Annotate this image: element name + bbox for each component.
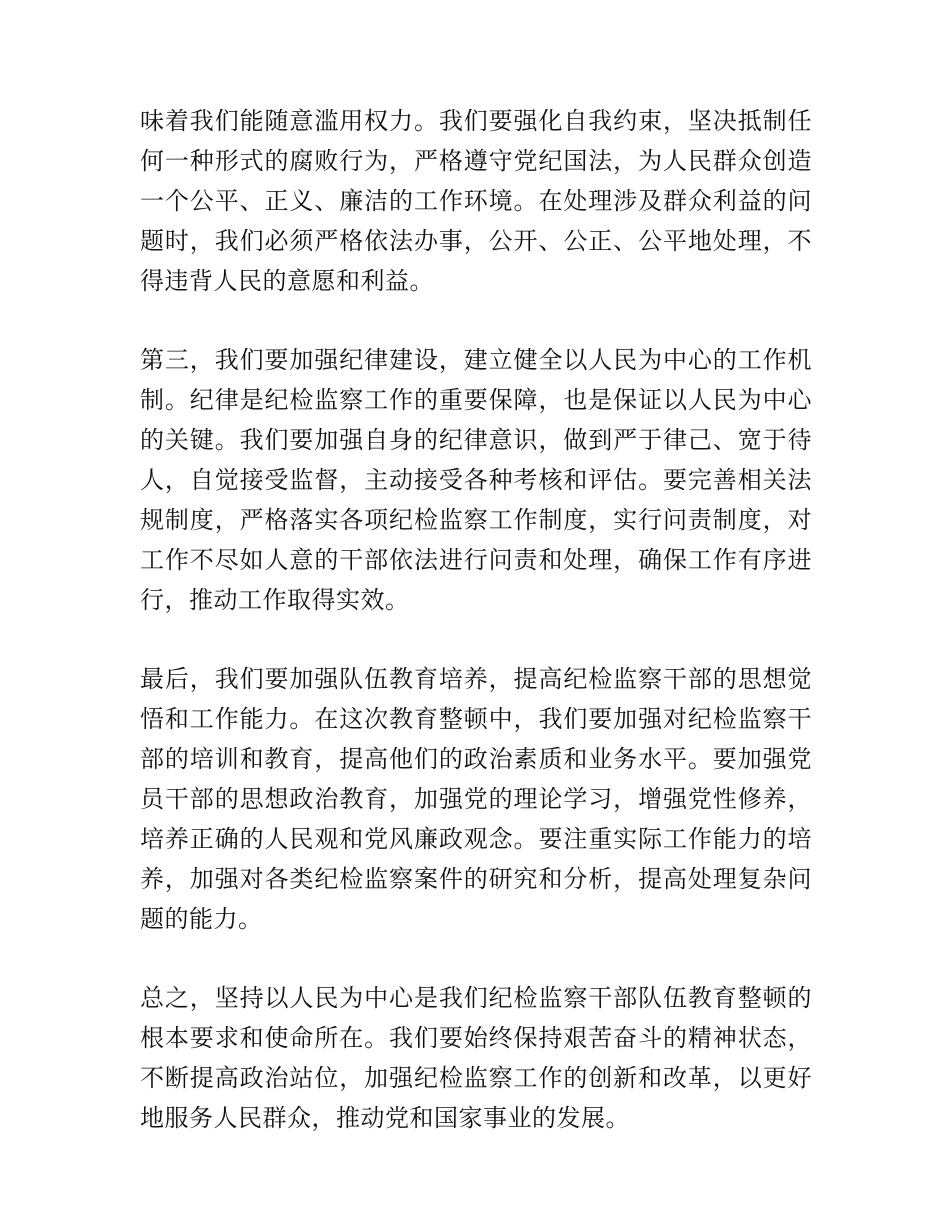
- paragraph-1: 味着我们能随意滥用权力。我们要强化自我约束，坚决抵制任何一种形式的腐败行为，严格遵守党纪国法，为人民群众创造一个公平、正义、廉洁的工作环境。在处理涉及群众利益的问题时，我们必须严格依法办事，公开、公正、公平地处理，不得违背人民的意愿和利益。: [140, 107, 812, 295]
- document-body: [140, 101, 812, 1138]
- paragraph-4: 总之，坚持以人民为中心是我们纪检监察干部队伍教育整顿的根本要求和使命所在。我们要始终保持艰苦奋斗的精神状态，不断提高政治站位，加强纪检监察工作的创新和改革，以更好地服务人民群众，推动党和国家事业的发展。: [140, 984, 812, 1132]
- paragraph-2: 第三，我们要加强纪律建设，建立健全以人民为中心的工作机制。纪律是纪检监察工作的重要保障，也是保证以人民为中心的关键。我们要加强自身的纪律意识，做到严于律己、宽于待人，自觉接受监督，主动接受各种考核和评估。要完善相关法规制度，严格落实各项纪检监察工作制度，实行问责制度，对工作不尽如人意的干部依法进行问责和处理，确保工作有序进行，推动工作取得实效。: [140, 346, 812, 614]
- paragraph-3: 最后，我们要加强队伍教育培养，提高纪检监察干部的思想觉悟和工作能力。在这次教育整顿中，我们要加强对纪检监察干部的培训和教育，提高他们的政治素质和业务水平。要加强党员干部的思想政治教育，加强党的理论学习，增强党性修养，培养正确的人民观和党风廉政观念。要注重实际工作能力的培养，加强对各类纪检监察案件的研究和分析，提高处理复杂问题的能力。: [140, 665, 812, 933]
